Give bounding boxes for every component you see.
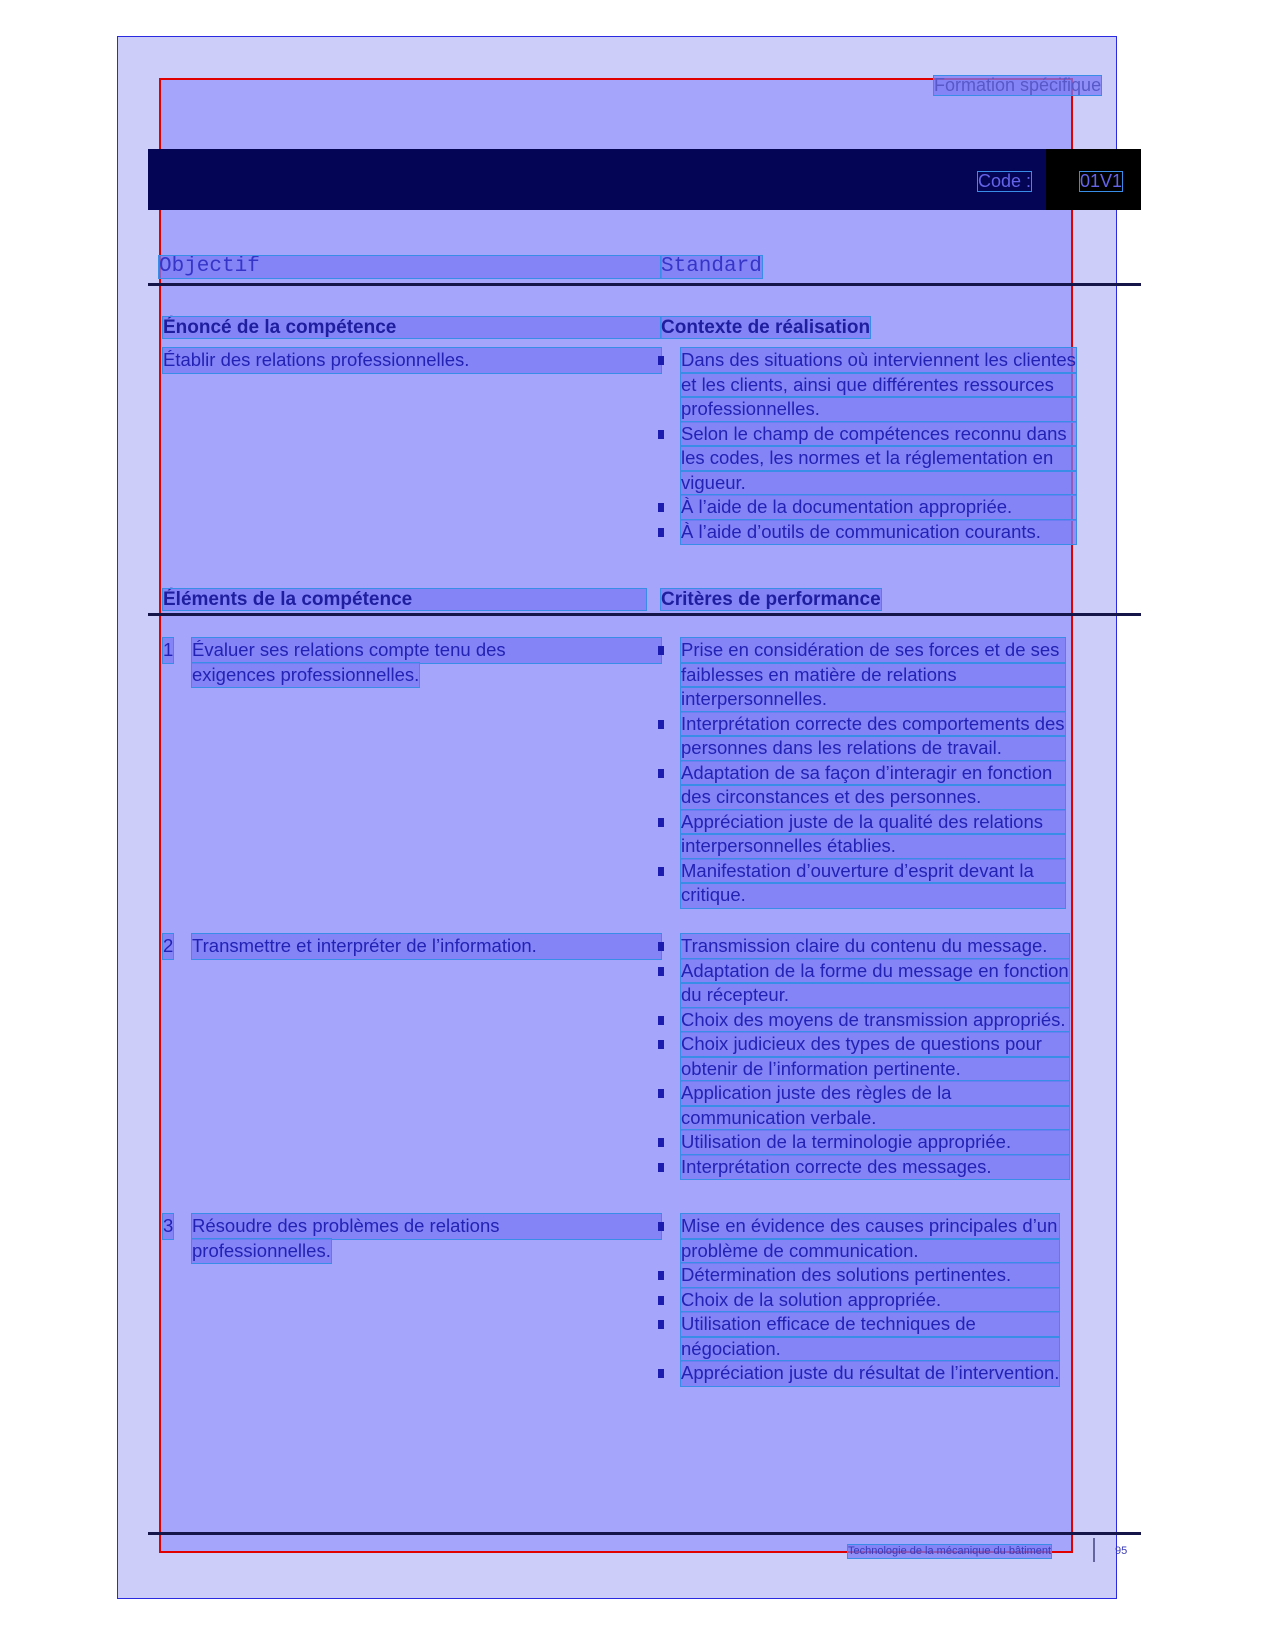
footer-title: Technologie de la mécanique du bâtiment [848, 1545, 1052, 1557]
bullet-line: et les clients, ainsi que différentes ressources [681, 373, 1076, 398]
bullet-item [658, 1214, 1059, 1263]
bullet-line: Utilisation efficace de techniques de [681, 1312, 1059, 1337]
bullet-line: Choix des moyens de transmission appropriés. [681, 1008, 1069, 1033]
element-text: professionnelles. [192, 1239, 331, 1264]
bullet-line: Interprétation correcte des messages. [681, 1155, 1069, 1180]
bullet-item [658, 1312, 1059, 1361]
context-list [658, 348, 1076, 544]
bullet-line: les codes, les normes et la réglementation en [681, 446, 1076, 471]
rule-middle [148, 613, 1141, 616]
element-text: Transmettre et interpréter de l’information. [192, 934, 661, 959]
rule-top [148, 283, 1141, 286]
bullet-line: interpersonnelles. [681, 687, 1065, 712]
bullet-icon [658, 1163, 664, 1172]
bullet-item [658, 348, 1076, 422]
element-text: Résoudre des problèmes de relations [192, 1214, 661, 1239]
bullet-item [658, 712, 1065, 761]
bullet-line: Prise en considération de ses forces et de ses [681, 638, 1065, 663]
bullet-line: Transmission claire du contenu du message. [681, 934, 1069, 959]
bullet-item [658, 1081, 1069, 1130]
bullet-icon [658, 1296, 664, 1305]
bullet-icon [658, 1040, 664, 1049]
bullet-icon [658, 1222, 664, 1231]
bullet-item [658, 934, 1069, 959]
bullet-line: Application juste des règles de la [681, 1081, 1069, 1106]
bullet-line: Appréciation juste du résultat de l’intervention. [681, 1361, 1059, 1386]
bullet-line: Choix judicieux des types de questions pour [681, 1032, 1069, 1057]
enonce-heading: Énoncé de la compétence [163, 317, 661, 338]
bullet-item [658, 810, 1065, 859]
bullet-line: communication verbale. [681, 1106, 1069, 1131]
criteria-list [658, 934, 1069, 1179]
bullet-item [658, 859, 1065, 908]
bullet-line: À l’aide de la documentation appropriée. [681, 495, 1076, 520]
bullet-icon [658, 818, 664, 827]
bullet-icon [658, 646, 664, 655]
bullet-icon [658, 1271, 664, 1280]
bullet-icon [658, 503, 664, 512]
element-text: Évaluer ses relations compte tenu des [192, 638, 661, 663]
bullet-line: Interprétation correcte des comportements des [681, 712, 1065, 737]
bullet-item [658, 638, 1065, 712]
bullet-line: critique. [681, 883, 1065, 908]
bullet-item [658, 1361, 1059, 1386]
bullet-line: Dans des situations où interviennent les clientes [681, 348, 1076, 373]
bullet-icon [658, 769, 664, 778]
bullet-line: du récepteur. [681, 983, 1069, 1008]
bullet-line: À l’aide d’outils de communication courants. [681, 520, 1076, 545]
bullet-line: Selon le champ de compétences reconnu dans [681, 422, 1076, 447]
element-number: 1 [163, 638, 173, 663]
bullet-item [658, 959, 1069, 1008]
footer-separator [1093, 1538, 1095, 1562]
bullet-line: Mise en évidence des causes principales d’un [681, 1214, 1059, 1239]
bullet-item [658, 761, 1065, 810]
bullet-item [658, 1263, 1059, 1288]
bullet-item [658, 520, 1076, 545]
bullet-line: des circonstances et des personnes. [681, 785, 1065, 810]
rule-bottom [148, 1532, 1141, 1535]
bullet-line: Choix de la solution appropriée. [681, 1288, 1059, 1313]
bullet-icon [658, 720, 664, 729]
bullet-icon [658, 430, 664, 439]
element-number: 3 [163, 1214, 173, 1239]
bullet-item [658, 1032, 1069, 1081]
element-number: 2 [163, 934, 173, 959]
bullet-icon [658, 1138, 664, 1147]
bullet-line: Manifestation d’ouverture d’esprit devant la [681, 859, 1065, 884]
bullet-item [658, 1288, 1059, 1313]
bullet-item [658, 1155, 1069, 1180]
bullet-icon [658, 867, 664, 876]
header-tag: Formation spécifique [934, 75, 1102, 95]
footer-page-number: 95 [1115, 1545, 1128, 1557]
standard-heading: Standard [661, 255, 762, 278]
bullet-item [658, 1008, 1069, 1033]
bullet-line: Détermination des solutions pertinentes. [681, 1263, 1059, 1288]
bullet-line: Appréciation juste de la qualité des relations [681, 810, 1065, 835]
bullet-line: problème de communication. [681, 1239, 1059, 1264]
bullet-icon [658, 1089, 664, 1098]
bullet-icon [658, 1320, 664, 1329]
bullet-icon [658, 1016, 664, 1025]
bullet-item [658, 1130, 1069, 1155]
bullet-item [658, 422, 1076, 496]
bullet-icon [658, 356, 664, 365]
bullet-line: faiblesses en matière de relations [681, 663, 1065, 688]
criteria-list [658, 1214, 1059, 1386]
criteria-list [658, 638, 1065, 908]
bullet-item [658, 495, 1076, 520]
bullet-line: vigueur. [681, 471, 1076, 496]
competence-statement: Établir des relations professionnelles. [163, 348, 661, 373]
element-text: exigences professionnelles. [192, 663, 419, 688]
bullet-line: obtenir de l’information pertinente. [681, 1057, 1069, 1082]
objectif-heading: Objectif [159, 256, 661, 278]
bullet-icon [658, 528, 664, 537]
bullet-line: négociation. [681, 1337, 1059, 1362]
bullet-line: personnes dans les relations de travail. [681, 736, 1065, 761]
elements-heading: Éléments de la compétence [163, 589, 646, 610]
code-value: 01V1 [1080, 171, 1123, 191]
criteres-heading: Critères de performance [661, 589, 881, 610]
bullet-line: interpersonnelles établies. [681, 834, 1065, 859]
contexte-heading: Contexte de réalisation [661, 317, 871, 338]
bullet-line: professionnelles. [681, 397, 1076, 422]
code-label: Code : [978, 171, 1032, 191]
bullet-line: Adaptation de sa façon d’interagir en fonction [681, 761, 1065, 786]
bullet-icon [658, 967, 664, 976]
bullet-icon [658, 942, 664, 951]
bullet-line: Utilisation de la terminologie appropriée. [681, 1130, 1069, 1155]
bullet-line: Adaptation de la forme du message en fonction [681, 959, 1069, 984]
bullet-icon [658, 1369, 664, 1378]
